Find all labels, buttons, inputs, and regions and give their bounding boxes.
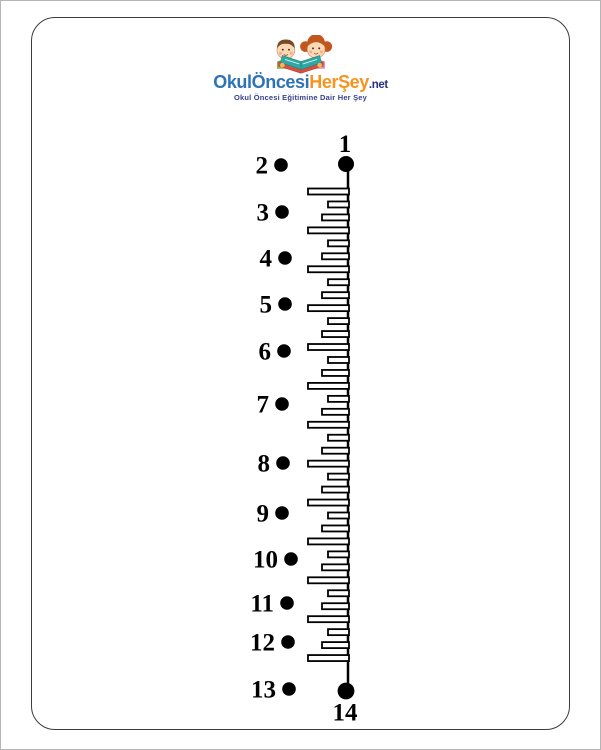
ruler-tick-medium xyxy=(322,564,349,570)
ruler-tick-short xyxy=(328,551,349,557)
dot-1 xyxy=(338,156,354,172)
dot-3 xyxy=(275,205,289,219)
number-label-1: 1 xyxy=(338,131,352,158)
site-slogan: Okul Öncesi Eğitimine Dair Her Şey xyxy=(233,92,368,102)
ruler-tick-short xyxy=(328,396,349,402)
ruler-tick-long xyxy=(308,189,349,195)
ruler-tick-long xyxy=(308,655,349,661)
ruler-tick-long xyxy=(308,538,349,544)
ruler-tick-short xyxy=(328,590,349,596)
ruler-tick-medium xyxy=(322,292,349,298)
ruler-tick-short xyxy=(328,435,349,441)
ruler-tick-medium xyxy=(322,525,349,531)
dot-12 xyxy=(281,635,295,649)
ruler-tick-short xyxy=(328,240,349,246)
number-label-12: 12 xyxy=(250,629,275,657)
dot-10 xyxy=(284,552,298,566)
worksheet-figure xyxy=(1,1,601,750)
number-label-14: 14 xyxy=(332,699,358,727)
ruler-tick-long xyxy=(308,344,349,350)
ruler-tick-short xyxy=(328,513,349,519)
number-label-7: 7 xyxy=(256,391,269,419)
number-label-4: 4 xyxy=(259,245,272,273)
number-label-2: 2 xyxy=(255,152,268,180)
ruler-tick-short xyxy=(328,357,349,363)
dot-13 xyxy=(282,682,296,696)
ruler-tick-medium xyxy=(322,409,349,415)
site-title-part-1: OkulÖncesi xyxy=(213,72,310,92)
number-label-10: 10 xyxy=(253,546,278,574)
site-title-part-3: .net xyxy=(368,79,388,91)
ruler-tick-medium xyxy=(322,331,349,337)
ruler-tick-long xyxy=(308,266,349,272)
dot-2 xyxy=(274,158,288,172)
ruler-tick-medium xyxy=(322,642,349,648)
dot-6 xyxy=(277,344,291,358)
ruler-tick-short xyxy=(328,201,349,207)
dot-11 xyxy=(280,596,294,610)
ruler-tick-medium xyxy=(322,487,349,493)
ruler-tick-short xyxy=(328,629,349,635)
number-label-8: 8 xyxy=(257,450,270,478)
ruler-tick-long xyxy=(308,577,349,583)
ruler-tick-long xyxy=(308,616,349,622)
ruler-tick-medium xyxy=(322,603,349,609)
number-label-6: 6 xyxy=(258,338,271,366)
ruler-tick-short xyxy=(328,474,349,480)
number-label-11: 11 xyxy=(250,590,274,618)
ruler-tick-medium xyxy=(322,370,349,376)
dot-5 xyxy=(278,297,292,311)
ruler-tick-long xyxy=(308,461,349,467)
ruler-tick-short xyxy=(328,279,349,285)
ruler-tick-medium xyxy=(322,253,349,259)
ruler-tick-medium xyxy=(322,214,349,220)
dot-9 xyxy=(275,506,289,520)
ruler-tick-long xyxy=(308,305,349,311)
dot-7 xyxy=(275,397,289,411)
ruler-tick-long xyxy=(308,500,349,506)
dot-8 xyxy=(276,456,290,470)
number-label-3: 3 xyxy=(256,199,269,227)
number-label-9: 9 xyxy=(256,500,269,528)
dot-4 xyxy=(278,251,292,265)
number-label-13: 13 xyxy=(251,676,276,704)
number-label-5: 5 xyxy=(259,291,272,319)
ruler-tick-short xyxy=(328,318,349,324)
ruler-tick-long xyxy=(308,422,349,428)
ruler-tick-medium xyxy=(322,448,349,454)
ruler-tick-long xyxy=(308,227,349,233)
site-title-part-2: HerŞey xyxy=(309,72,369,92)
dot-14 xyxy=(338,683,355,700)
ruler-tick-long xyxy=(308,383,349,389)
